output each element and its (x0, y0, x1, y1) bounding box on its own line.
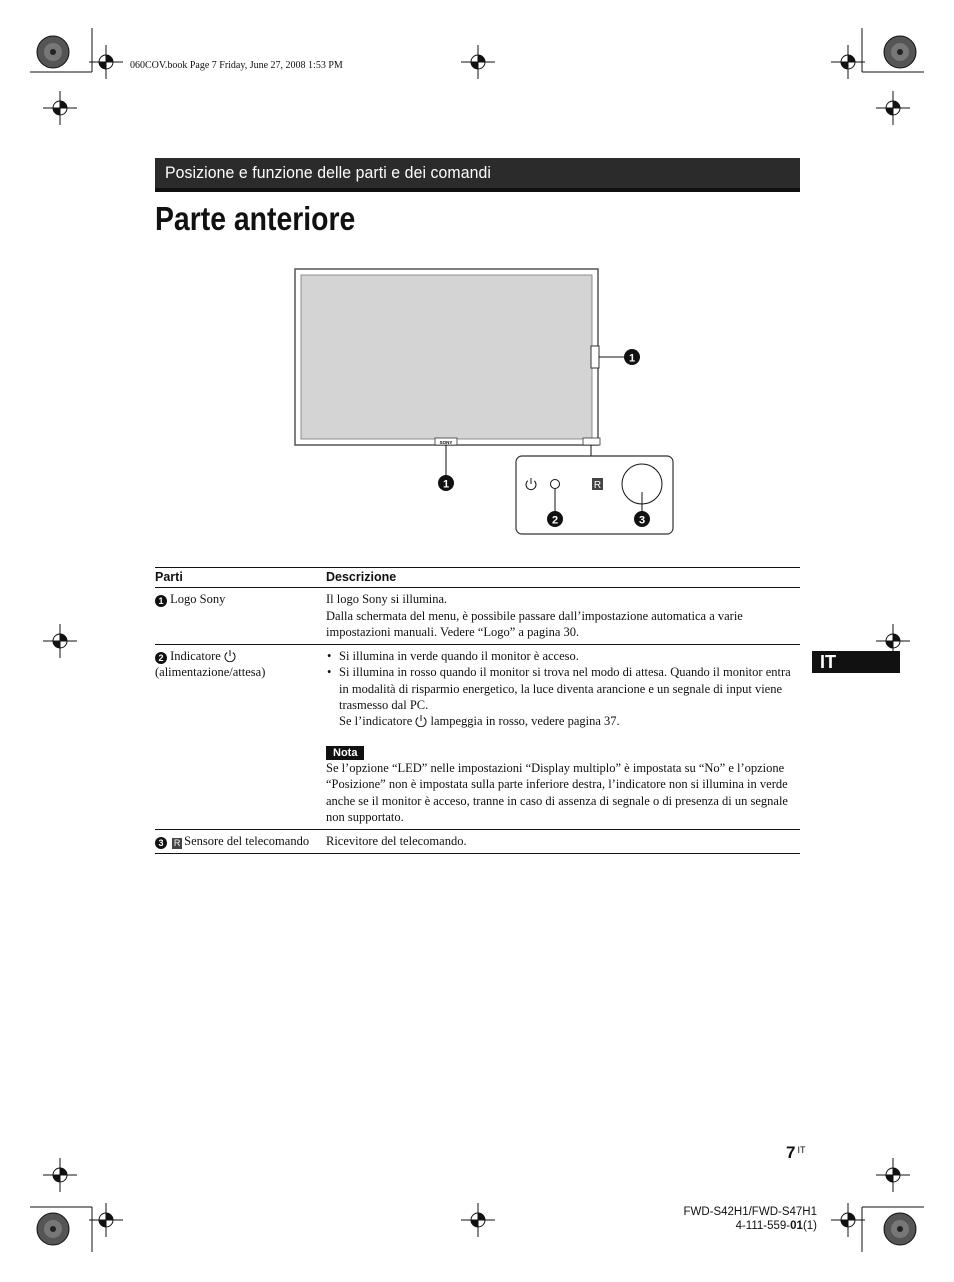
table-header-row (155, 568, 800, 588)
code-part-c: (1) (802, 1220, 817, 1232)
part-cell (155, 830, 326, 854)
file-info: 060COV.book Page 7 Friday, June 27, 2008 1:53 PM (130, 60, 343, 71)
list-item (326, 664, 800, 729)
list-item-text: Si illumina in rosso quando il monitor si trova nel modo di attesa. Quando il monitor entra in modalità di risparmio energetico, la luce diventa arancione e un segnale di input viene trasmesso dal PC. (339, 665, 791, 713)
indicator-zoom-box (516, 456, 673, 534)
side-logo-bracket (591, 346, 599, 368)
svg-text:R: R (593, 480, 602, 491)
part-name: Indicatore (170, 649, 221, 664)
sony-logo-text: SONY (439, 440, 453, 445)
description-cell: Ricevitore del telecomando. (326, 830, 800, 854)
svg-text:2: 2 (551, 514, 559, 527)
description-line: Dalla schermata del menu, è possibile passare dall’impostazione automatica a varie impostazioni manuali. Vedere “Logo” a pagina 30. (326, 608, 743, 639)
part-name: Logo Sony (170, 592, 226, 607)
rosette-mark-tr (884, 36, 916, 68)
page-number-value: 7 (786, 1143, 796, 1162)
description-cell (326, 588, 800, 645)
callout-number-icon: 2 (155, 652, 167, 664)
page-title: Parte anteriore (155, 200, 356, 237)
monitor-screen (301, 275, 592, 439)
note-label: Nota (326, 746, 364, 760)
table-row (155, 830, 800, 854)
power-standby-icon (415, 714, 427, 727)
part-name: Sensore del telecomando (184, 834, 310, 849)
model-code (683, 1219, 817, 1233)
rosette-mark-br (884, 1213, 916, 1245)
table-row (155, 645, 800, 830)
parts-table (155, 567, 800, 854)
rosette-mark-bl (37, 1213, 69, 1245)
code-part-b: 01 (790, 1220, 803, 1232)
list-item-extra-b: lampeggia in rosso, vedere pagina 37. (430, 714, 620, 729)
language-tab: IT (812, 651, 900, 673)
power-standby-icon (224, 649, 236, 662)
header-descrizione: Descrizione (326, 568, 800, 588)
list-item-extra-a: Se l’indicatore (339, 714, 413, 729)
model-name: FWD-S42H1/FWD-S47H1 (683, 1206, 817, 1218)
monitor-front-diagram (280, 262, 690, 542)
page-number-suffix: IT (797, 1145, 806, 1155)
code-part-a: 4-111-559- (735, 1220, 791, 1232)
page-number (786, 1143, 805, 1163)
note-text: Se l’opzione “LED” nelle impostazioni “Display multiplo” è impostata su “No” e l’opzione “Posizione” non è impostata sulla parte inferiore destra, l’indicatore non si illumina in verde anche se il monitor è acceso, tranne in caso di assenza di segnale o di presenza di un segnale non supportato. (326, 760, 788, 824)
callout-number-icon: 3 (155, 837, 167, 849)
section-header (155, 158, 800, 192)
description-line: Il logo Sony si illumina. (326, 592, 448, 607)
model-info (683, 1205, 817, 1233)
table-row (155, 588, 800, 645)
svg-text:1: 1 (628, 352, 636, 365)
svg-text:3: 3 (638, 514, 646, 527)
rosette-mark-tl (37, 36, 69, 68)
part-cell (155, 588, 326, 645)
section-title: Posizione e funzione delle parti e dei comandi (165, 163, 491, 182)
list-item: • Si illumina in verde quando il monitor è acceso. (326, 648, 800, 664)
header-parti: Parti (155, 568, 326, 588)
indicator-cluster (583, 438, 600, 445)
part-cell (155, 645, 326, 830)
bullet-list (326, 648, 800, 729)
svg-text:1: 1 (442, 478, 450, 491)
remote-sensor-icon: R (173, 838, 181, 849)
part-name-sub: (alimentazione/attesa) (155, 665, 266, 680)
callout-number-icon: 1 (155, 595, 167, 607)
description-cell (326, 645, 800, 830)
